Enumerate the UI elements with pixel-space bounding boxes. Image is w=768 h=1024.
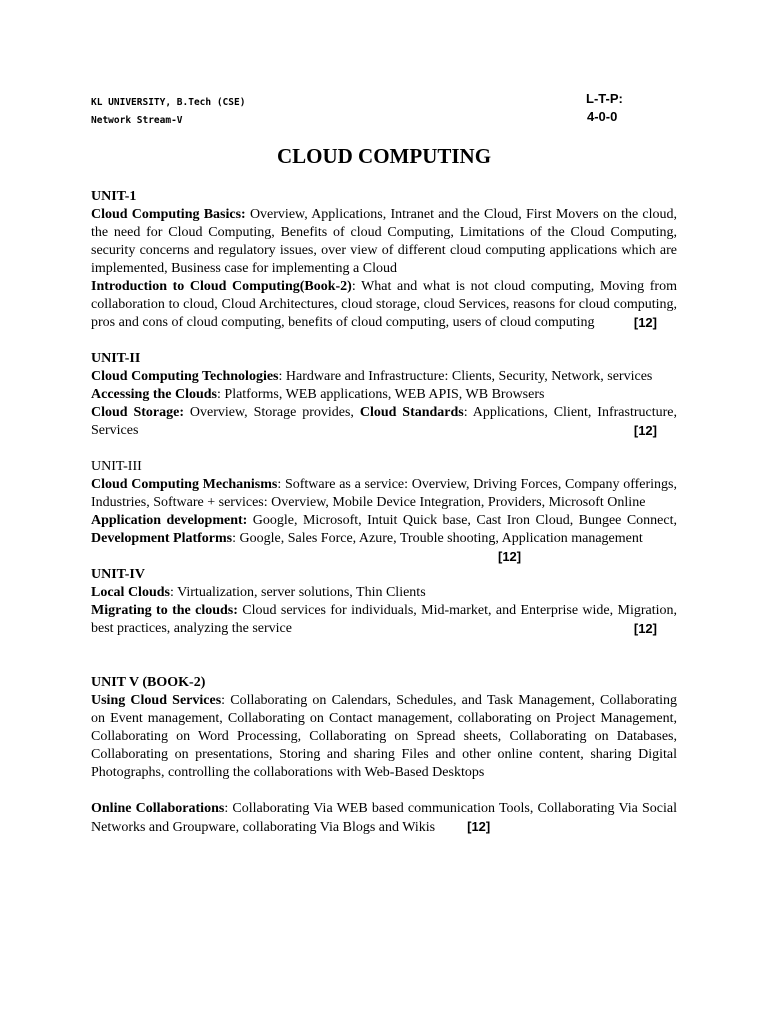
topic-label: Accessing the Clouds <box>91 387 218 402</box>
course-title: CLOUD COMPUTING <box>276 144 492 168</box>
unit-5-heading: UNIT V (BOOK-2) <box>91 675 206 690</box>
unit-4-topic-migrating <box>91 602 677 638</box>
institution-line: KL UNIVERSITY, B.Tech (CSE) <box>91 97 246 108</box>
unit-5-marks: [12] <box>467 819 491 834</box>
topic-label: Development Platforms <box>91 531 233 546</box>
topic-label: Cloud Computing Basics: <box>91 207 246 222</box>
unit-1-topic-basics <box>91 206 677 278</box>
ltp-label: L-T-P: <box>586 91 623 106</box>
topic-text: : Virtualization, server solutions, Thin Clients <box>169 585 426 600</box>
topic-text: : What and what is not cloud computing, Moving from collaboration to cloud, Cloud Architectures, cloud storage, cloud Services, reasons for cloud computing, pros and cons of cloud computing, benefits of cloud computing, users of cloud computing <box>91 279 677 330</box>
unit-5-topic-using <box>91 692 677 782</box>
topic-text: Google, Microsoft, Intuit Quick base, Cast Iron Cloud, Bungee Connect, <box>247 513 678 528</box>
topic-label: Migrating to the clouds: <box>91 603 238 618</box>
unit-2-marks: [12] <box>633 423 657 438</box>
topic-text: Overview, Applications, Intranet and the Cloud, First Movers on the cloud, the need for Cloud Computing, Benefits of cloud Computing, Limitations of the Cloud Computing, security concerns and regulatory issues, over view of different cloud computing applications which are implemented, Business case for implementing a Cloud <box>91 207 677 276</box>
stream-line: Network Stream-V <box>91 115 183 126</box>
topic-label: Cloud Computing Technologies <box>91 369 279 384</box>
unit-3-heading: UNIT-III <box>91 459 142 474</box>
topic-label: Online Collaborations <box>91 801 225 816</box>
unit-2-topic-technologies <box>91 368 677 386</box>
topic-label: Cloud Standards <box>359 405 464 420</box>
topic-text: : Collaborating on Calendars, Schedules, and Task Management, Collaborating on Event management, Collaborating on Contact management, collaborating on Project Management, Collaborating on Word Processing, Collaborating on Spread sheets, Collaborating on Databases, Collaborating on presentations, Storing and sharing Files and other online content, sharing Digital Photographs, controlling the collaborations with Web-Based Desktops <box>91 693 677 780</box>
header-left <box>91 94 245 130</box>
unit-2-heading: UNIT-II <box>91 351 141 366</box>
topic-label: Local Clouds <box>91 585 170 600</box>
topic-text: : Collaborating Via WEB based communication Tools, Collaborating Via Social Networks and Groupware, collaborating Via Blogs and Wikis <box>91 801 677 835</box>
topic-label: Application development: <box>91 513 248 528</box>
unit-4-marks: [12] <box>633 621 657 636</box>
topic-text: : Software as a service: Overview, Driving Forces, Company offerings, Industries, Software + services: Overview, Mobile Device Integration, Providers, Microsoft Online <box>91 477 677 510</box>
unit-2-section <box>91 350 677 440</box>
topic-label: Cloud Computing Mechanisms <box>91 477 278 492</box>
topic-text: Cloud services for individuals, Mid-market, and Enterprise wide, Migration, best practices, analyzing the service <box>91 603 677 636</box>
unit-2-topic-accessing <box>91 386 677 404</box>
unit-4-section <box>91 566 677 638</box>
unit-3-section <box>91 458 677 566</box>
topic-label: Introduction to Cloud Computing(Book-2) <box>91 279 352 294</box>
unit-4-topic-local <box>91 584 677 602</box>
unit-1-section <box>91 188 677 332</box>
unit-3-topic-mechanisms <box>91 476 677 512</box>
unit-1-topic-intro <box>91 278 677 332</box>
unit-2-topic-storage <box>91 404 677 440</box>
unit-1-heading: UNIT-1 <box>91 189 137 204</box>
unit-4-heading: UNIT-IV <box>91 567 145 582</box>
topic-text: : Applications, Client, Infrastructure, Services <box>91 405 677 438</box>
header-right <box>586 90 623 126</box>
topic-text: : Google, Sales Force, Azure, Trouble shooting, Application management <box>232 531 643 546</box>
syllabus-content <box>91 188 677 837</box>
topic-text: : Platforms, WEB applications, WEB APIS, WB Browsers <box>217 387 545 402</box>
unit-3-marks-line <box>91 548 677 566</box>
unit-3-topic-app-dev <box>91 512 677 548</box>
unit-5-section <box>91 674 677 837</box>
topic-text: Overview, Storage provides, <box>184 405 360 420</box>
topic-label: Using Cloud Services <box>91 693 222 708</box>
unit-3-marks: [12] <box>498 549 522 564</box>
unit-5-topic-online <box>91 800 677 837</box>
unit-1-marks: [12] <box>633 315 657 330</box>
topic-label: Cloud Storage: <box>91 405 184 420</box>
ltp-value: 4-0-0 <box>587 109 618 124</box>
topic-text: : Hardware and Infrastructure: Clients, Security, Network, services <box>278 369 653 384</box>
